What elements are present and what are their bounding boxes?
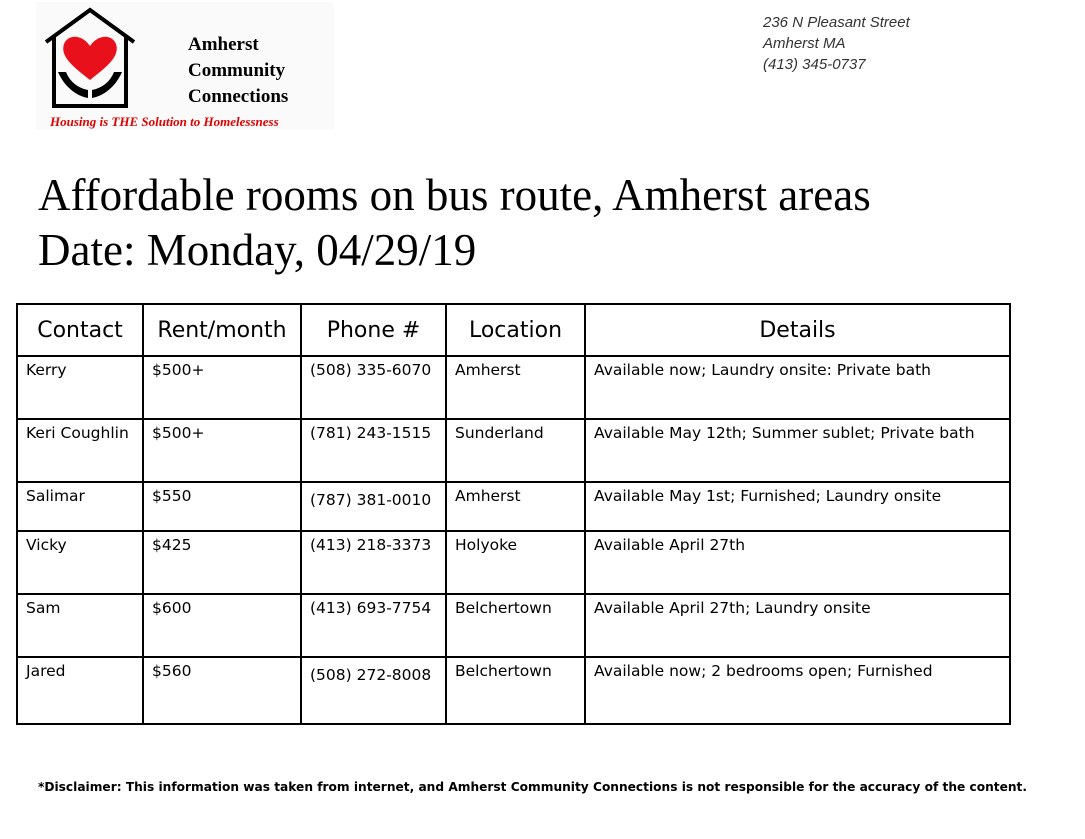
- cell-details: Available April 27th; Laundry onsite: [585, 594, 1010, 657]
- org-name-line-1: Amherst: [188, 34, 259, 55]
- cell-contact: Sam: [17, 594, 143, 657]
- cell-phone: (413) 218-3373: [301, 531, 446, 594]
- table-row: [17, 356, 1010, 419]
- cell-phone: (413) 693-7754: [301, 594, 446, 657]
- table-row: [17, 482, 1010, 531]
- address-city: Amherst MA: [763, 35, 846, 52]
- cell-rent: $600: [143, 594, 301, 657]
- cell-location: Belchertown: [446, 657, 585, 724]
- column-header-contact: Contact: [17, 304, 143, 356]
- table-header-row: [17, 304, 1010, 356]
- cell-details: Available April 27th: [585, 531, 1010, 594]
- cell-location: Amherst: [446, 356, 585, 419]
- column-header-location: Location: [446, 304, 585, 356]
- title-line-1: Affordable rooms on bus route, Amherst areas: [38, 170, 871, 220]
- address-phone: (413) 345-0737: [763, 56, 866, 73]
- table-row: [17, 657, 1010, 724]
- cell-contact: Keri Coughlin: [17, 419, 143, 482]
- cell-contact: Kerry: [17, 356, 143, 419]
- cell-phone: (787) 381-0010: [301, 482, 446, 531]
- cell-rent: $560: [143, 657, 301, 724]
- cell-phone: (508) 272-8008: [301, 657, 446, 724]
- column-header-rent: Rent/month: [143, 304, 301, 356]
- org-name-line-3: Connections: [188, 86, 289, 107]
- cell-rent: $425: [143, 531, 301, 594]
- cell-details: Available now; 2 bedrooms open; Furnished: [585, 657, 1010, 724]
- column-header-phone: Phone #: [301, 304, 446, 356]
- organization-logo: [36, 2, 334, 130]
- cell-rent: $550: [143, 482, 301, 531]
- tagline: Housing is THE Solution to Homelessness: [50, 114, 279, 129]
- cell-location: Amherst: [446, 482, 585, 531]
- table-row: [17, 531, 1010, 594]
- cell-location: Belchertown: [446, 594, 585, 657]
- organization-address: [763, 12, 910, 75]
- title-date: Date: Monday, 04/29/19: [38, 225, 477, 275]
- cell-contact: Jared: [17, 657, 143, 724]
- cell-details: Available now; Laundry onsite: Private bath: [585, 356, 1010, 419]
- cell-location: Sunderland: [446, 419, 585, 482]
- rooms-table: [16, 303, 1011, 725]
- address-street: 236 N Pleasant Street: [763, 14, 910, 31]
- column-header-details: Details: [585, 304, 1010, 356]
- table-row: [17, 419, 1010, 482]
- cell-rent: $500+: [143, 419, 301, 482]
- cell-contact: Vicky: [17, 531, 143, 594]
- cell-rent: $500+: [143, 356, 301, 419]
- house-heart-hands-icon: [42, 6, 138, 110]
- cell-contact: Salimar: [17, 482, 143, 531]
- disclaimer: *Disclaimer: This information was taken from internet, and Amherst Community Connections is not responsible for the accuracy of the content.: [38, 780, 1028, 794]
- organization-name: [188, 32, 288, 110]
- cell-location: Holyoke: [446, 531, 585, 594]
- cell-phone: (781) 243-1515: [301, 419, 446, 482]
- org-name-line-2: Community: [188, 60, 286, 81]
- table-row: [17, 594, 1010, 657]
- cell-details: Available May 1st; Furnished; Laundry onsite: [585, 482, 1010, 531]
- page-title: [38, 168, 871, 278]
- cell-details: Available May 12th; Summer sublet; Private bath: [585, 419, 1010, 482]
- cell-phone: (508) 335-6070: [301, 356, 446, 419]
